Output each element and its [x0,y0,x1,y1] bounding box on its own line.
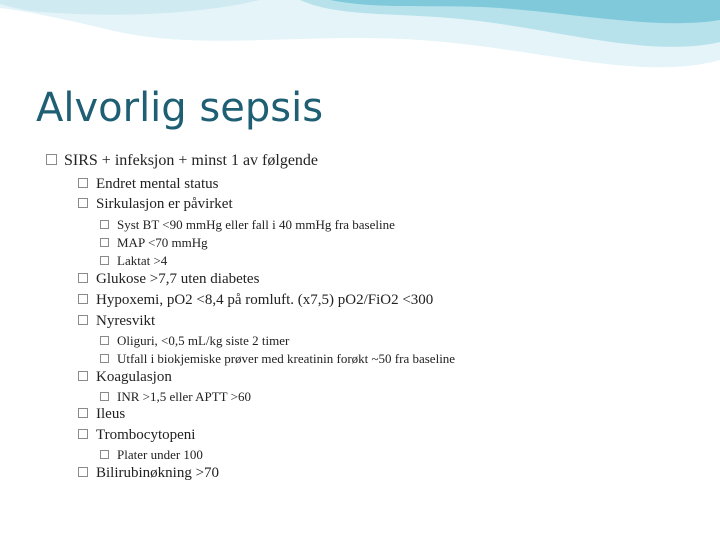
bullet-ileus [78,406,125,423]
square-bullet-icon [78,294,88,304]
bullet-text: Endret mental status [96,176,219,192]
bullet-text: MAP <70 mmHg [117,235,208,250]
bullet-text: Glukose >7,7 uten diabetes [96,271,260,287]
bullet-nyresvikt [78,313,155,330]
bullet-text: Syst BT <90 mmHg eller fall i 40 mmHg fra baseline [117,217,395,232]
bullet-text: Laktat >4 [117,253,168,268]
bullet-plater [100,447,203,463]
bullet-hypoxemi [78,292,433,309]
bullet-text: Ileus [96,406,126,422]
square-bullet-icon [100,336,109,345]
bullet-text: Sirkulasjon er påvirket [96,196,233,212]
bullet-syst-bt [100,217,395,233]
bullet-text: Nyresvikt [96,313,156,329]
bullet-bilirubin [78,465,219,482]
square-bullet-icon [100,450,109,459]
bullet-text: Utfall i biokjemiske prøver med kreatinin forøkt ~50 fra baseline [117,351,456,366]
bullet-text: Trombocytopeni [96,427,196,443]
square-bullet-icon [78,273,88,283]
bullet-text: INR >1,5 eller APTT >60 [117,389,251,404]
bullet-laktat [100,253,167,269]
square-bullet-icon [78,315,88,325]
square-bullet-icon [78,467,88,477]
square-bullet-icon [78,429,88,439]
bullet-oliguri [100,333,289,349]
bullet-circulation [78,196,233,213]
bullet-text: Hypoxemi, pO2 <8,4 på romluft. (x7,5) pO2/FiO2 <300 [96,292,434,308]
bullet-kreatinin [100,351,455,367]
bullet-text: SIRS + infeksjon + minst 1 av følgende [64,152,319,169]
bullet-inr [100,389,251,405]
square-bullet-icon [78,178,88,188]
bullet-text: Plater under 100 [117,447,203,462]
square-bullet-icon [100,256,109,265]
bullet-sirs [46,152,318,170]
bullet-text: Bilirubinøkning >70 [96,465,220,481]
square-bullet-icon [100,392,109,401]
bullet-text: Oliguri, <0,5 mL/kg siste 2 timer [117,333,290,348]
bullet-koagulasjon [78,369,172,386]
bullet-map [100,235,208,251]
square-bullet-icon [78,408,88,418]
square-bullet-icon [46,154,57,165]
bullet-glukose [78,271,259,288]
square-bullet-icon [100,220,109,229]
square-bullet-icon [78,198,88,208]
square-bullet-icon [100,238,109,247]
bullet-trombocytopeni [78,427,195,444]
square-bullet-icon [100,354,109,363]
header-wave-decoration [0,0,720,90]
bullet-mental-status [78,176,218,193]
square-bullet-icon [78,371,88,381]
bullet-text: Koagulasjon [96,369,172,385]
slide-title: Alvorlig sepsis [36,85,324,131]
